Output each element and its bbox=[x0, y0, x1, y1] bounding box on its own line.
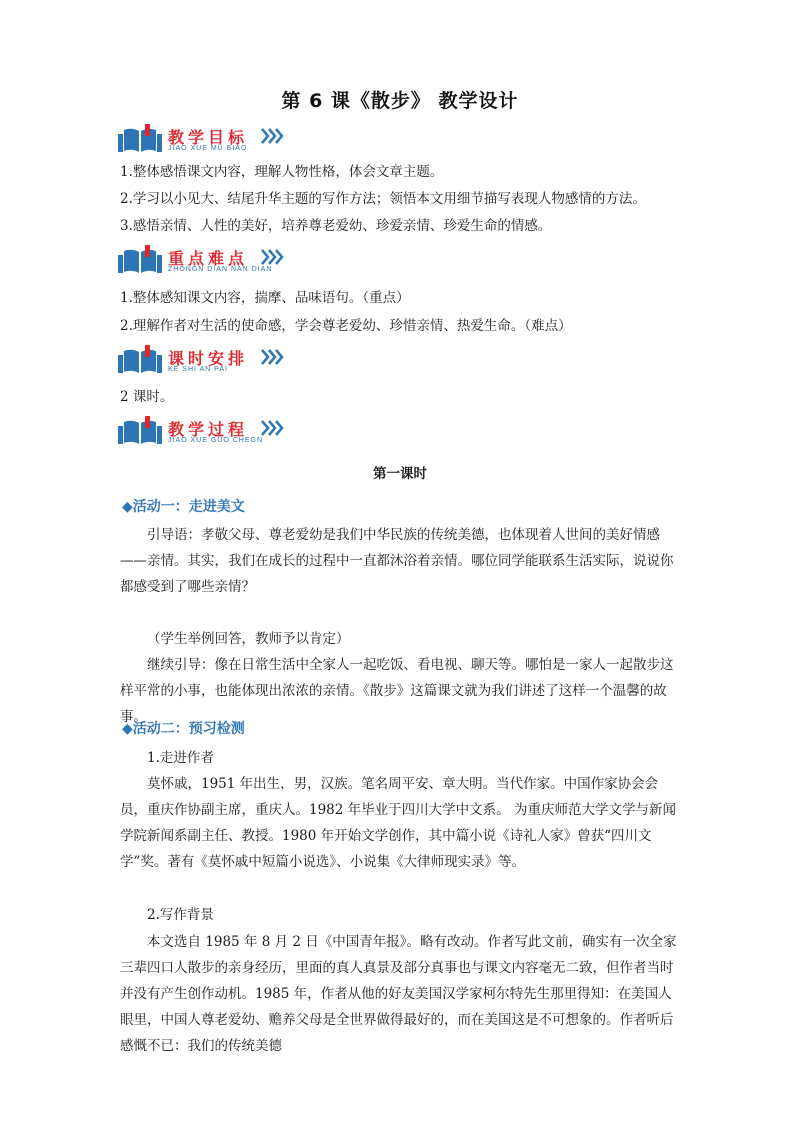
activity2-h2: 2.写作背景 bbox=[147, 907, 214, 923]
lesson-heading: 第一课时 bbox=[373, 466, 427, 482]
activity2-p1: 莫怀戚，1951 年出生，男，汉族。笔名周平安、章大明。当代作家。中国作家协会会员，重庆作协副主席，重庆人。1982 年毕业于四川大学中文系。 为重庆师范大学文学与新闻学院新闻系副主任、教授。1980 年开始文学创作，其中篇小说《诗礼人家》曾获“四川文学”奖。著有《莫怀戚中短篇小说选》、小说集《大律师现实录》等。 bbox=[120, 776, 676, 870]
activity2-title: ◆活动二：预习检测 bbox=[122, 721, 245, 737]
key-item-1: 1.整体感知课文内容，揣摩、品味语句。（重点） bbox=[120, 290, 410, 306]
chevrons-icon bbox=[261, 420, 285, 436]
activity2-p2: 本文选自 1985 年 8 月 2 日《中国青年报》。略有改动。作者写此文前，确实有一次全家三辈四口人散步的亲身经历，里面的真人真景及部分真事也与课文内容毫无二致，但作者当时并没有产生创作动机。1985 年，作者从他的好友美国汉学家柯尔特先生那里得知：在美国人眼里，中国人尊老爱幼、赡养父母是全世界做得最好的，而在美国这是不可想象的。作者听后感慨不已：我们的传统美德 bbox=[120, 934, 677, 1054]
section-pinyin-goals: JIAO XUE MU BIAO bbox=[168, 145, 248, 152]
book-icon bbox=[118, 416, 162, 446]
activity1-p3: 继续引导：像在日常生活中全家人一起吃饭、看电视、聊天等。哪怕是一家人一起散步这样平常的小事，也能体现出浓浓的亲情。《散步》这篇课文就为我们讲述了这样一个温馨的故事。 bbox=[120, 657, 674, 725]
activity2-h1: 1.走进作者 bbox=[147, 750, 214, 766]
section-pinyin-process: JIAO XUE GUO CHEGN bbox=[168, 437, 264, 444]
activity1-p1: 引导语：孝敬父母、尊老爱幼是我们中华民族的传统美德，也体现着人世间的美好情感——亲情。其实，我们在成长的过程中一直都沐浴着亲情。哪位同学能联系生活实际，说说你都感受到了哪些亲情？ bbox=[120, 527, 674, 595]
activity1-p2: （学生举例回答，教师予以肯定） bbox=[147, 631, 350, 647]
goal-item-3: 3.感悟亲情、人性的美好，培养尊老爱幼、珍爱亲情、珍爱生命的情感。 bbox=[120, 218, 552, 234]
key-item-2: 2.理解作者对生活的使命感，学会尊老爱幼、珍惜亲情、热爱生命。（难点） bbox=[120, 318, 572, 334]
goal-item-2: 2.学习以小见大、结尾升华主题的写作方法；领悟本文用细节描写表现人物感情的方法。 bbox=[120, 191, 646, 207]
goal-item-1: 1.整体感悟课文内容，理解人物性格，体会文章主题。 bbox=[120, 164, 444, 180]
section-title-key: 重点难点 bbox=[168, 249, 249, 268]
book-icon bbox=[118, 345, 162, 375]
section-title-process: 教学过程 bbox=[168, 420, 249, 439]
activity1-title: ◆活动一：走进美文 bbox=[122, 499, 245, 515]
time-text: 2 课时。 bbox=[120, 389, 174, 405]
chevrons-icon bbox=[261, 349, 285, 365]
section-title-goals: 教学目标 bbox=[168, 128, 249, 147]
page-title: 第 6 课《散步》 教学设计 bbox=[281, 90, 519, 112]
section-banner-goals bbox=[118, 124, 318, 158]
section-title-time: 课时安排 bbox=[168, 349, 249, 368]
book-icon bbox=[118, 245, 162, 275]
chevrons-icon bbox=[261, 249, 285, 265]
section-banner-key bbox=[118, 245, 318, 279]
section-banner-process bbox=[118, 416, 318, 450]
section-pinyin-time: KE SHI AN PAI bbox=[168, 366, 228, 373]
book-icon bbox=[118, 124, 162, 154]
section-pinyin-key: ZHONGN DIAN NAN DIAN bbox=[168, 266, 273, 273]
section-banner-time bbox=[118, 345, 318, 379]
chevrons-icon bbox=[261, 128, 285, 144]
